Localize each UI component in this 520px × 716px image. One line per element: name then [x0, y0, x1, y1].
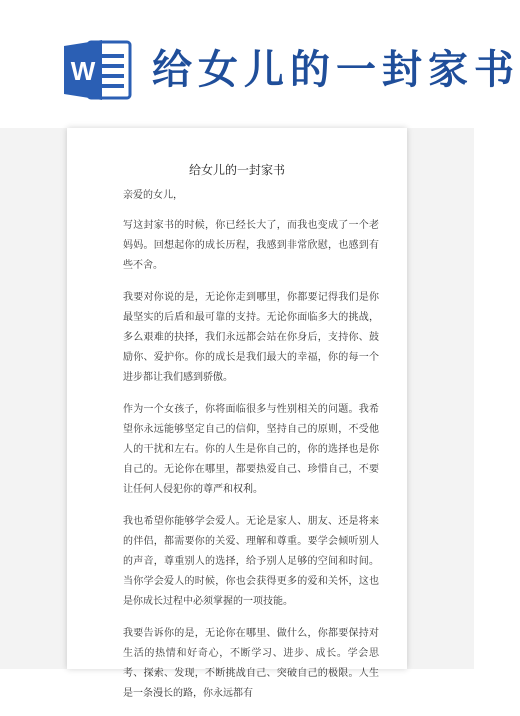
paragraph: 我也希望你能够学会爱人。无论是家人、朋友、还是将来的伴侣，都需要你的关爱、理解和尊重。要学会倾听别人的声音，尊重别人的选择，给予别人足够的空间和时间。当你学会爱人的时候，你也会获得更多的爱和关怀，这也是你成长过程中必须掌握的一项技能。 [123, 516, 379, 607]
svg-text:W: W [70, 56, 96, 86]
paragraph: 写这封家书的时候，你已经长大了，而我也变成了一个老妈妈。回想起你的成长历程，我感到非常欣慰，也感到有些不舍。 [123, 220, 379, 271]
banner-title: 给女儿的一封家书 [152, 47, 520, 93]
document-page [67, 128, 407, 699]
banner [0, 0, 520, 128]
salutation: 亲爱的女儿， [123, 190, 183, 201]
paragraph: 我要告诉你的是，无论你在哪里、做什么，你都要保持对生活的热情和好奇心，不断学习、进步、成长。学会思考、探索、发现，不断挑战自己、突破自己的极限。人生是一条漫长的路，你永远都有 [123, 628, 379, 699]
paragraph: 我要对你说的是，无论你走到哪里，你都要记得我们是你最坚实的后盾和最可靠的支持。无论你面临多大的挑战，多么艰难的抉择，我们永远都会站在你身后，支持你、鼓励你、爱护你。你的成长是我们最大的幸福，你的每一个进步都让我们感到骄傲。 [123, 292, 379, 383]
document-body [123, 186, 379, 716]
paragraph: 作为一个女孩子，你将面临很多与性别相关的问题。我希望你永远能够坚定自己的信仰，坚持自己的原则，不受他人的干扰和左右。你的人生是你自己的，你的选择也是你自己的。无论你在哪里，都要热爱自己、珍惜自己，不要让任何人侵犯你的尊严和权利。 [123, 404, 379, 495]
word-document-icon [62, 38, 134, 102]
document-title: 给女儿的一封家书 [188, 163, 285, 177]
